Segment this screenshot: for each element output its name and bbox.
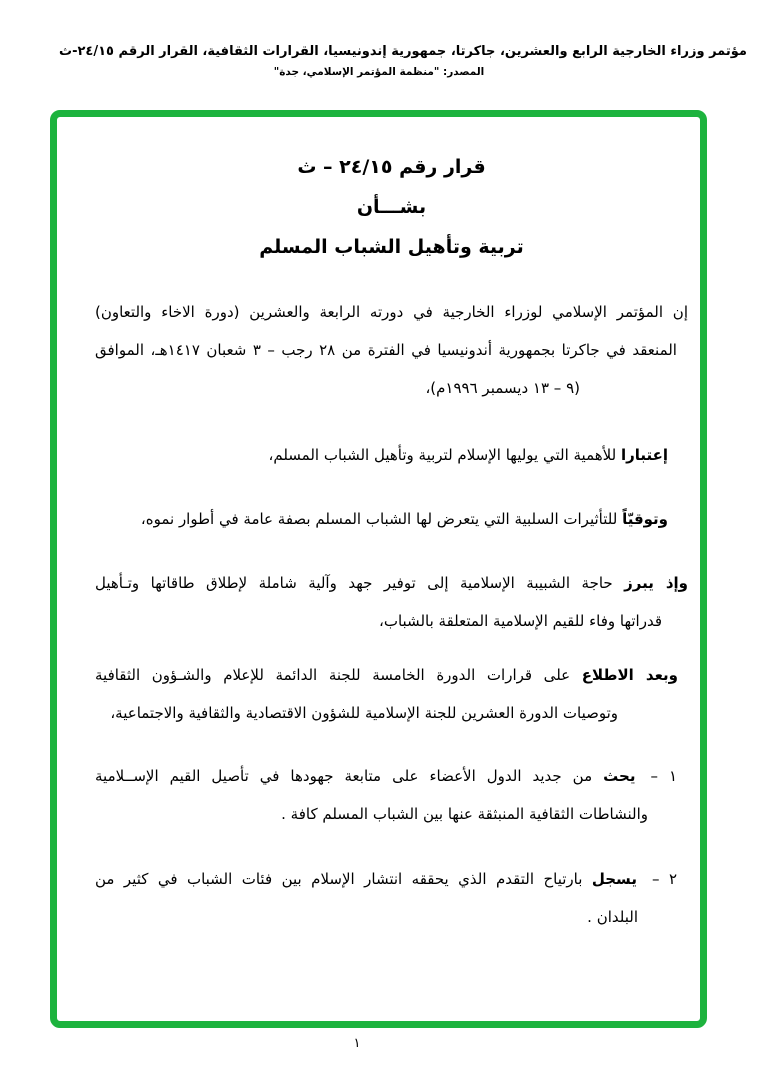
preamble-line: المنعقد في جاكرتا بجمهورية أندونيسيا في الفترة من ٢٨ رجب – ٣ شعبان ١٤١٧هـ، الموافق (95, 341, 677, 359)
clause-line (95, 436, 668, 474)
green-border-frame (50, 110, 707, 1028)
clause-line (95, 564, 688, 602)
item-lead-word: يحث (603, 767, 636, 785)
preamble-paragraph (95, 293, 688, 407)
clause-text: للأهمية التي يوليها الإسلام لتربية وتأهيل الشباب المسلم، (268, 446, 621, 464)
item-continuation-line: والنشاطات الثقافية المنبثقة عنها بين الشباب المسلم كافة . (281, 805, 648, 823)
item-lead-word: يسجل (591, 870, 637, 888)
resolution-number-line: قرار رقم ٢٤/١٥ – ث (297, 156, 486, 178)
clause-paragraph (95, 564, 688, 640)
preamble-line: إن المؤتمر الإسلامي لوزراء الخارجية في دورته الرابعة والعشرين (دورة الاخاء والتعاون) (95, 303, 688, 321)
item-number: ٢ – (651, 870, 677, 888)
clause-text: حاجة الشبيبة الإسلامية إلى توفير جهد وآلية شاملة لإطلاق طاقاتها وتـأهيل (95, 574, 625, 592)
resolution-title-block (95, 147, 688, 267)
resolution-subject-line: تربية وتأهيل الشباب المسلم (259, 236, 524, 258)
clause-text: للتأثيرات السلبية التي يتعرض لها الشباب المسلم بصفة عامة في أطوار نموه، (140, 510, 623, 528)
resolution-body (57, 117, 700, 936)
clause-paragraph (95, 500, 668, 538)
clause-text: على قرارات الدورة الخامسة للجنة الدائمة للإعلام والشـؤون الثقافية (95, 666, 582, 684)
header-citation-line: مؤتمر وزراء الخارجية الرابع والعشرين، جاكرتا، جمهورية إندونيسيا، القرارات الثقافية، القرار الرقم ٢٤/١٥-ث (59, 44, 747, 59)
clause-paragraph (95, 656, 688, 732)
numbered-item (95, 860, 688, 936)
clause-lead-word: وبعد الاطلاع (581, 666, 678, 684)
clause-line: قدراتها وفاء للقيم الإسلامية المتعلقة بالشباب، (379, 612, 662, 630)
resolution-regarding-line: بشـــأن (356, 196, 427, 218)
clause-lead-word: إعتبارا (620, 446, 668, 464)
clause-paragraph (95, 436, 668, 474)
item-continuation-line: البلدان . (587, 908, 638, 926)
clause-line (95, 656, 678, 694)
clause-line (95, 500, 668, 538)
clause-lead-word: وتوقيّاً (622, 510, 668, 528)
page-number: ١ (353, 1036, 361, 1051)
item-first-line (95, 757, 677, 795)
preamble-date-line: (٩ – ١٣ ديسمبر ١٩٩٦م)، (425, 379, 580, 397)
item-text: من جديد الدول الأعضاء على متابعة جهودها في تأصيل القيم الإســلامية (95, 767, 604, 785)
item-first-line (95, 860, 677, 898)
item-number: ١ – (650, 767, 677, 785)
header-source-line: المصدر: "منظمة المؤتمر الإسلامي، جدة" (273, 66, 485, 78)
document-header (0, 44, 758, 78)
clause-lead-word: وإذ يبرز (624, 574, 688, 592)
clause-line: وتوصيات الدورة العشرين للجنة الإسلامية للشؤون الاقتصادية والثقافية والاجتماعية، (110, 704, 618, 722)
numbered-item (95, 757, 688, 833)
item-text: بارتياح التقدم الذي يحققه انتشار الإسلام بين فئات الشباب في كثير من (95, 870, 592, 888)
